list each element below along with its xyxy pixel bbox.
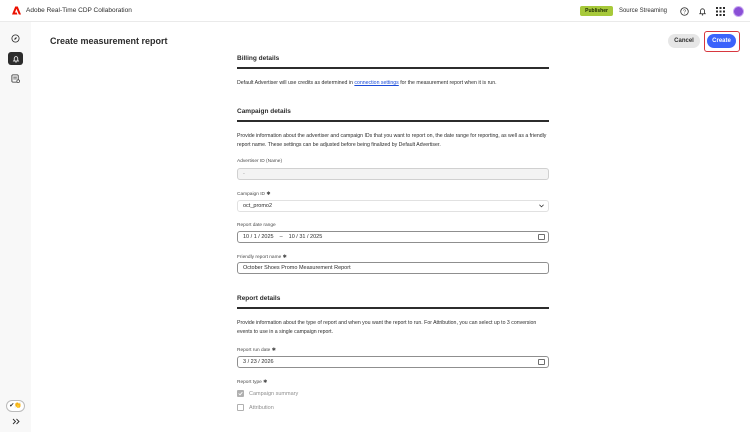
bell-nav-icon[interactable] [8, 52, 23, 65]
attribution-option[interactable] [237, 404, 274, 411]
required-mark: ✱ [263, 379, 268, 385]
required-mark: ✱ [271, 347, 276, 353]
advertiser-id-label: Advertiser ID (Name) [237, 159, 283, 164]
apps-grid-icon[interactable] [715, 6, 725, 16]
campaign-id-dropdown[interactable] [237, 200, 549, 212]
adobe-logo-icon [12, 6, 21, 15]
report-type-label [237, 379, 267, 385]
date-start[interactable]: 10 / 1 / 2025 [243, 234, 274, 240]
publisher-badge[interactable]: Publisher [580, 6, 613, 16]
required-mark: ✱ [266, 191, 271, 197]
create-button-highlight [704, 31, 740, 52]
billing-divider [237, 67, 549, 69]
attribution-label: Attribution [249, 404, 274, 411]
date-end[interactable]: 10 / 31 / 2025 [288, 234, 323, 240]
cancel-button[interactable]: Cancel [668, 34, 700, 48]
main-content [31, 22, 750, 432]
svg-text:?: ? [682, 8, 686, 15]
connection-settings-link[interactable]: connection settings [354, 80, 399, 86]
date-separator: – [279, 234, 283, 240]
friendly-name-label-text: Friendly report name [237, 255, 282, 260]
advertiser-id-field [237, 168, 549, 180]
report-section-title: Report details [237, 295, 281, 302]
run-date-value[interactable]: 3 / 23 / 2026 [243, 359, 274, 365]
campaign-description: Provide information about the advertiser and campaign IDs that you want to report on, the date range for reporting, as well as a friendly report name. These settings can be adjusted before being finalized by Default Advertiser. [237, 133, 547, 148]
campaign-section-title: Campaign details [237, 108, 291, 115]
billing-text-before: Default Advertiser will use credits as determined in [237, 80, 355, 86]
bell-icon[interactable] [697, 6, 707, 16]
campaign-id-value: oct_promo2 [243, 203, 273, 209]
report-type-label-text: Report type [237, 380, 262, 385]
campaign-summary-option[interactable] [237, 390, 298, 397]
compass-icon[interactable] [10, 33, 21, 44]
source-streaming-label[interactable]: Source Streaming [618, 8, 667, 14]
report-divider [237, 307, 549, 309]
create-button[interactable]: Create [707, 34, 736, 48]
calendar-icon[interactable] [538, 234, 545, 240]
expand-icon[interactable] [10, 416, 21, 427]
app-title: Adobe Real-Time CDP Collaboration [26, 7, 132, 14]
avatar[interactable] [733, 6, 744, 17]
billing-text [237, 79, 552, 88]
report-list-icon[interactable] [10, 73, 21, 84]
calendar-icon[interactable] [538, 359, 545, 365]
run-date-field[interactable] [237, 356, 549, 368]
billing-section-title: Billing details [237, 55, 280, 62]
campaign-summary-checkbox[interactable] [237, 390, 244, 397]
billing-text-after: for the measurement report when it is run. [398, 80, 497, 86]
run-date-label-text: Report run date [237, 348, 271, 353]
campaign-id-label-text: Campaign ID [237, 192, 265, 197]
campaign-summary-label: Campaign summary [249, 390, 299, 397]
friendly-name-input[interactable]: October Shoes Promo Measurement Report [237, 262, 549, 274]
chevron-down-icon [539, 204, 544, 208]
date-range-field[interactable] [237, 231, 549, 243]
side-nav [0, 22, 31, 432]
top-bar [0, 0, 750, 22]
campaign-divider [237, 120, 549, 122]
required-mark: ✱ [282, 254, 287, 260]
attribution-checkbox[interactable] [237, 404, 244, 411]
checkmark-icon [238, 391, 243, 396]
friendly-name-label [237, 254, 287, 260]
run-date-label [237, 347, 276, 353]
feedback-badge[interactable]: ✔👏 [6, 400, 25, 412]
advertiser-id-value: - [243, 171, 245, 177]
date-range-label: Report date range [237, 223, 276, 228]
campaign-id-label [237, 191, 271, 197]
help-icon[interactable] [679, 6, 689, 16]
report-description: Provide information about the type of report and when you want the report to run. For Attribution, you can select up to 3 conversion events to use in a single campaign report. [237, 320, 537, 335]
page-title: Create measurement report [50, 36, 168, 46]
